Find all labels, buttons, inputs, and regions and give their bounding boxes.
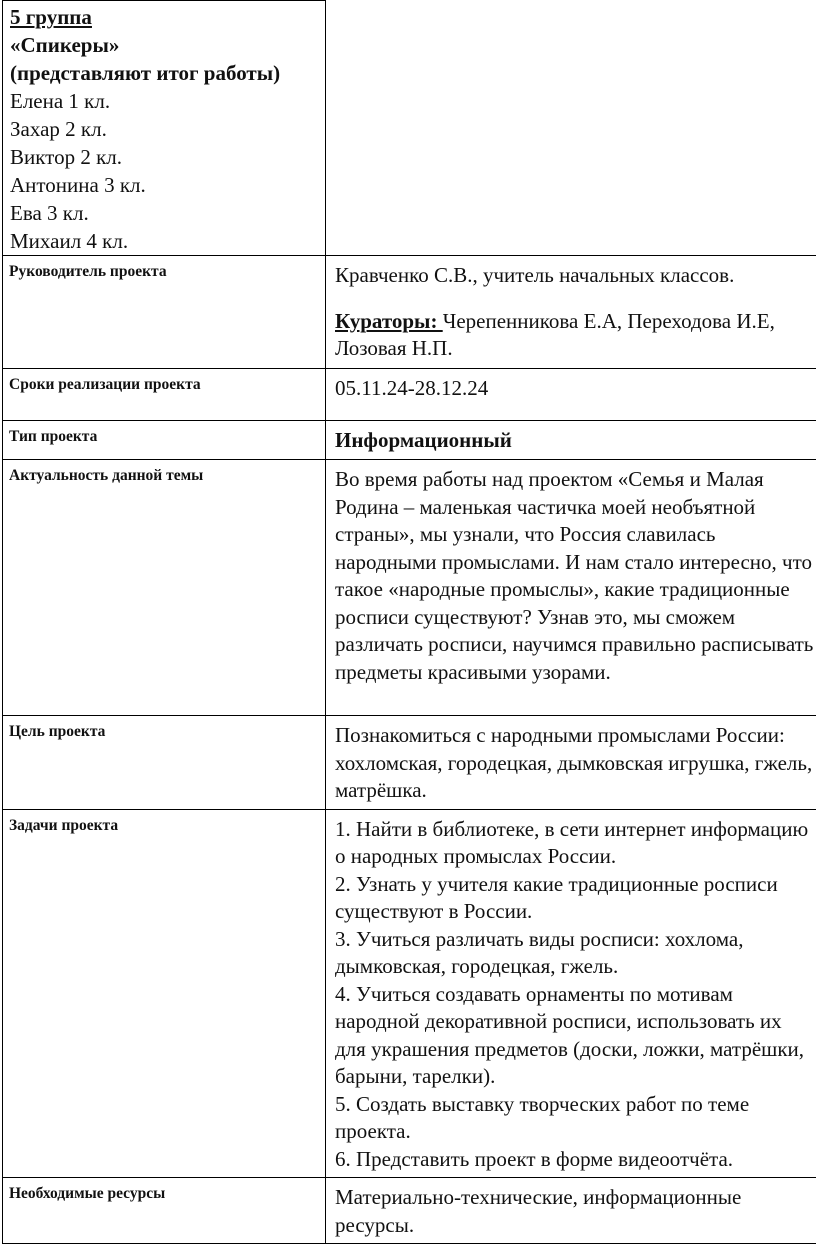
group-member: Захар 2 кл.: [10, 117, 107, 141]
empty-cell: [326, 1, 816, 256]
type-row: [3, 421, 816, 460]
type-value: Информационный: [326, 421, 816, 460]
resources-value: Материально-технические, информационные ресурсы.: [326, 1178, 816, 1244]
curators-label: Кураторы:: [335, 308, 443, 333]
resources-row: [3, 1178, 816, 1244]
group-cell: [3, 1, 326, 256]
task-item: 5. Создать выставку творческих работ по теме проекта.: [335, 1091, 750, 1143]
task-item: 2. Узнать у учителя какие традиционные росписи существуют в России.: [335, 871, 778, 923]
group-note: (представляют итог работы): [10, 61, 281, 85]
group-member: Антонина 3 кл.: [10, 173, 146, 197]
group-title: 5 группа: [10, 5, 92, 29]
project-table: [2, 0, 816, 1244]
dates-row: [3, 369, 816, 421]
goal-label: Цель проекта: [3, 716, 326, 810]
group-member: Виктор 2 кл.: [10, 145, 123, 169]
leader-label: Руководитель проекта: [3, 256, 326, 369]
task-item: 4. Учиться создавать орнаменты по мотивам народной декоративной росписи, использовать их для украшения предметов (доски, ложки, матрёшки, барыни, тарелки).: [335, 981, 805, 1088]
leader-value-cell: [326, 256, 816, 369]
relevance-label: Актуальность данной темы: [3, 460, 326, 716]
leader-value: Кравченко С.В., учитель начальных классов.: [335, 263, 735, 287]
task-item: 6. Представить проект в форме видеоотчёта.: [335, 1146, 734, 1171]
group-member: Елена 1 кл.: [10, 89, 111, 113]
dates-label: Сроки реализации проекта: [3, 369, 326, 421]
task-item: 1. Найти в библиотеке, в сети интернет информацию о народных промыслах России.: [335, 816, 809, 868]
relevance-row: [3, 460, 816, 716]
tasks-row: [3, 809, 816, 1178]
goal-row: [3, 716, 816, 810]
resources-label: Необходимые ресурсы: [3, 1178, 326, 1244]
group-member: Ева 3 кл.: [10, 201, 89, 225]
tasks-label: Задачи проекта: [3, 809, 326, 1178]
group-member: Михаил 4 кл.: [10, 229, 129, 253]
dates-value: 05.11.24-28.12.24: [326, 369, 816, 421]
relevance-value: Во время работы над проектом «Семья и Малая Родина – маленькая частичка моей необъятной страны», мы узнали, что Россия славилась народными промыслами. И нам стало интересно, что такое «народные промыслы», какие традиционные росписи существуют? Узнав это, мы сможем различать росписи, научимся правильно расписывать предметы красивыми узорами.: [326, 460, 816, 716]
curators-value: Черепенникова Е.А, Переходова И.Е, Лозовая Н.П.: [335, 308, 775, 360]
type-label: Тип проекта: [3, 421, 326, 460]
group-role: «Спикеры»: [10, 33, 120, 57]
goal-value: Познакомиться с народными промыслами России: хохломская, городецкая, дымковская игрушка, гжель, матрёшка.: [326, 716, 816, 810]
group-row: [3, 1, 816, 256]
tasks-list: [326, 809, 816, 1178]
leader-row: [3, 256, 816, 369]
task-item: 3. Учиться различать виды росписи: хохлома, дымковская, городецкая, гжель.: [335, 926, 744, 978]
curators-paragraph: [335, 308, 816, 363]
